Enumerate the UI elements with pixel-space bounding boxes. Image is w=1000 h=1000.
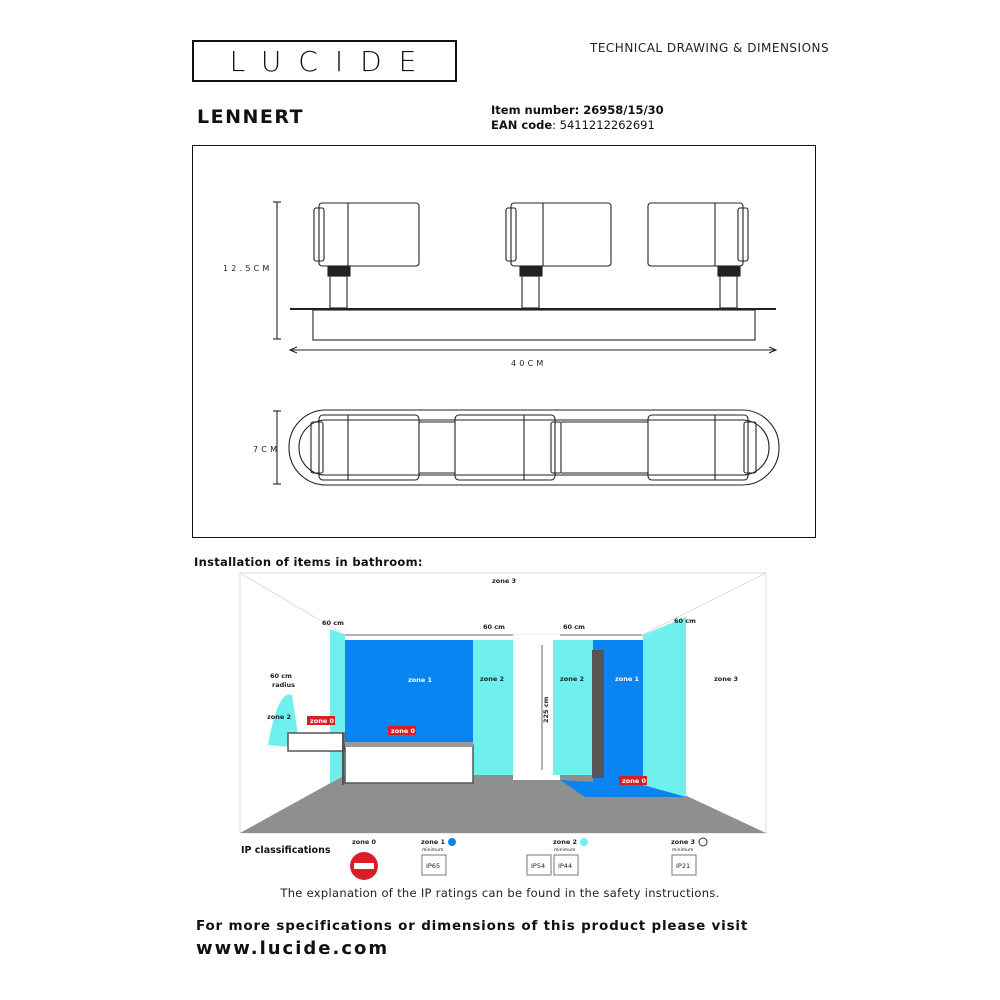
ip-ratings-note: The explanation of the IP ratings can be found in the safety instructions. (280, 886, 720, 900)
zone2-right-wall (643, 617, 686, 797)
ip-zone1-label: zone 1 (421, 838, 446, 846)
base-bar-front (313, 310, 755, 340)
ip21-rating: IP21 (676, 862, 691, 870)
no-entry-icon (350, 852, 378, 880)
zone0-bath-label: zone 0 (391, 727, 416, 735)
ean-code-value: : 5411212262691 (552, 118, 655, 132)
dim-225cm: 225 cm (542, 696, 550, 723)
ip-classifications (230, 833, 775, 883)
zone0-shower-label: zone 0 (622, 777, 647, 785)
more-specifications-text: For more specifications or dimensions of this product please visit (196, 918, 749, 934)
shower-screen (592, 650, 604, 778)
zone2-color-dot (580, 838, 588, 846)
technical-drawing-frame (192, 145, 816, 538)
dim-60cm-left: 60 cm (322, 619, 344, 627)
dim-60cm-center-left: 60 cm (483, 623, 505, 631)
dim-60cm-radius-2: radius (272, 681, 295, 689)
zone1-shower-label: zone 1 (615, 675, 640, 683)
zone1-color-dot (448, 838, 456, 846)
door-opening (513, 635, 560, 780)
document-type: TECHNICAL DRAWING & DIMENSIONS (590, 41, 830, 55)
ip-zone0-label: zone 0 (352, 838, 377, 846)
product-name: LENNERT (197, 106, 305, 128)
dim-60cm-right: 60 cm (674, 617, 696, 625)
sink (288, 733, 344, 751)
dim-60cm-center-right: 60 cm (563, 623, 585, 631)
zone3-right-label: zone 3 (714, 675, 739, 683)
website-link[interactable]: www.lucide.com (196, 938, 390, 959)
width-dimension-label: 40CM (511, 359, 547, 368)
lucide-logo (192, 40, 457, 82)
zone2-sink-label: zone 2 (267, 713, 292, 721)
zone3-color-dot (699, 838, 707, 846)
spot-head-right (648, 203, 748, 266)
ip-zone2-minimum: minimum (554, 848, 576, 853)
zone2-shower-side (553, 640, 593, 775)
zone1-bath-label: zone 1 (408, 676, 433, 684)
zone2-bath-side (473, 640, 513, 775)
logo-text: LUCIDE (229, 45, 434, 78)
item-number-label: Item number: (491, 103, 580, 117)
ean-code-label: EAN code (491, 118, 553, 132)
ip54-rating: IP54 (531, 862, 546, 870)
dim-60cm-radius-1: 60 cm (270, 672, 292, 680)
spot-head-middle (506, 203, 611, 266)
top-view-heads (311, 415, 756, 480)
ip65-rating: IP65 (426, 862, 441, 870)
item-number-line (491, 103, 664, 117)
zone0-sink-label: zone 0 (310, 717, 335, 725)
zone2-shower-label: zone 2 (560, 675, 585, 683)
ean-code-line (491, 118, 655, 132)
depth-dimension-label: 7CM (253, 445, 281, 454)
zone2-bath-label: zone 2 (480, 675, 505, 683)
spot-head-left (314, 203, 419, 266)
item-number-value: 26958/15/30 (583, 103, 664, 117)
ip-zone3-minimum: minimum (672, 848, 694, 853)
base-bar-top (289, 410, 779, 485)
height-dimension-label: 12.5CM (223, 264, 273, 273)
ip-classifications-title: IP classifications (241, 845, 331, 856)
ip-zone3-label: zone 3 (671, 838, 696, 846)
ip-zone1-minimum: minimum (422, 848, 444, 853)
bathroom-installation-title: Installation of items in bathroom: (194, 555, 423, 569)
ip44-rating: IP44 (558, 862, 573, 870)
technical-drawing (193, 146, 814, 536)
bathtub (345, 745, 473, 783)
zone3-top-label: zone 3 (492, 577, 517, 585)
ip-zone2-label: zone 2 (553, 838, 578, 846)
